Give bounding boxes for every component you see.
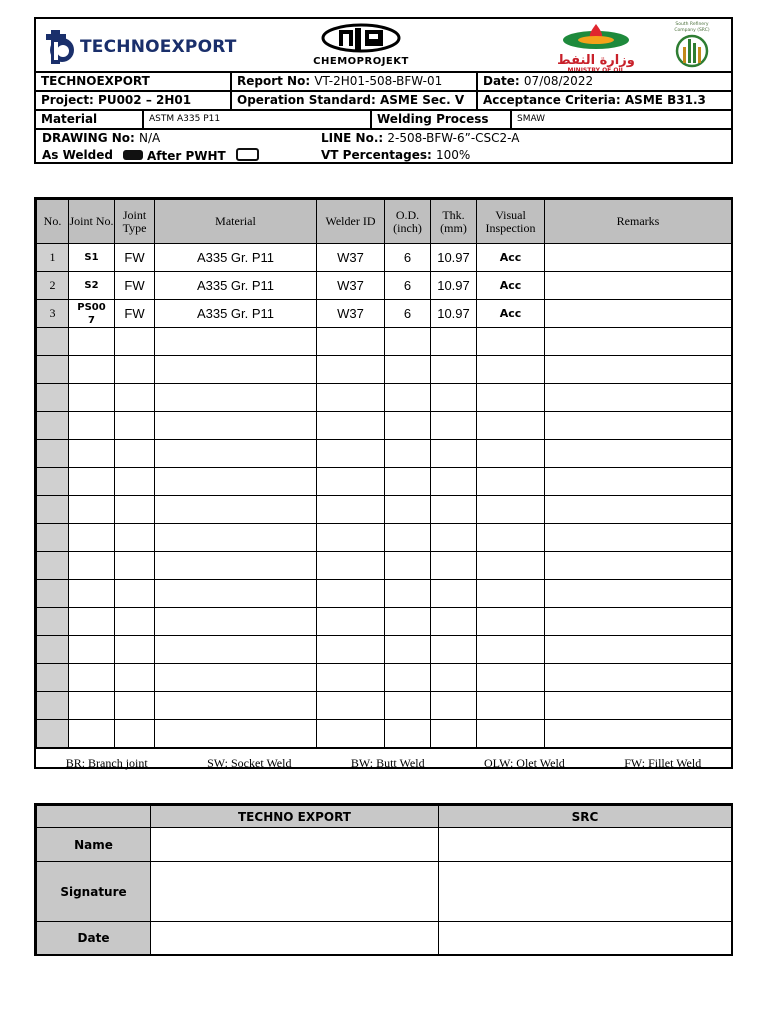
row-no[interactable] (37, 692, 69, 720)
thk-cell[interactable] (431, 440, 477, 468)
remarks-cell[interactable] (545, 608, 732, 636)
thk-cell[interactable] (431, 328, 477, 356)
vt-percentage-field (321, 148, 470, 162)
row-no[interactable] (37, 468, 69, 496)
src-name-cell[interactable] (439, 828, 732, 862)
thk-cell: 10.97 (431, 300, 477, 328)
empty-table-row (37, 664, 732, 692)
empty-table-row (37, 692, 732, 720)
table-body (37, 244, 732, 748)
vt-label: VT Percentages: (321, 148, 432, 162)
legend-butt-weld: BW: Butt Weld (350, 756, 425, 770)
material-cell[interactable] (155, 384, 317, 412)
material-cell[interactable] (155, 692, 317, 720)
joint-type-legend (36, 748, 731, 777)
drawing-value: N/A (139, 131, 161, 145)
legend-branch-joint: BR: Branch joint (65, 756, 148, 770)
signature-block (34, 803, 733, 956)
signature-row-signature (37, 862, 732, 922)
src-logo-text-2: Company (SRC) (674, 28, 710, 33)
date-row-label: Date (37, 922, 151, 955)
material-cell[interactable] (155, 468, 317, 496)
welder-id-cell[interactable] (317, 580, 385, 608)
after-pwht-option[interactable] (147, 148, 259, 163)
material-cell: A335 Gr. P11 (155, 244, 317, 272)
welder-id-cell[interactable] (317, 664, 385, 692)
welder-id-cell[interactable] (317, 496, 385, 524)
od-cell[interactable] (385, 552, 431, 580)
material-cell[interactable] (155, 412, 317, 440)
ministry-arabic-text: وزارة النفط (557, 53, 635, 68)
material-cell[interactable] (155, 636, 317, 664)
od-cell[interactable] (385, 580, 431, 608)
visual-inspection-cell[interactable] (477, 664, 545, 692)
od-cell[interactable] (385, 608, 431, 636)
as-welded-checkbox[interactable] (123, 150, 143, 160)
remarks-cell[interactable] (545, 384, 732, 412)
line-no-field (321, 131, 519, 145)
joint-no-cell[interactable] (69, 496, 115, 524)
joint-no-cell[interactable] (69, 636, 115, 664)
od-cell: 6 (385, 272, 431, 300)
src-logo (656, 22, 728, 72)
empty-table-row (37, 328, 732, 356)
od-cell[interactable] (385, 328, 431, 356)
joint-no-cell[interactable] (69, 328, 115, 356)
row-no[interactable] (37, 524, 69, 552)
col-header-visual-inspection: Visual Inspection (477, 200, 545, 244)
joint-type-cell[interactable] (115, 664, 155, 692)
vt-value: 100% (436, 148, 471, 162)
signature-table (36, 805, 732, 955)
visual-inspection-cell[interactable] (477, 720, 545, 748)
od-cell: 6 (385, 244, 431, 272)
material-cell[interactable] (155, 720, 317, 748)
joint-type-cell: FW (115, 300, 155, 328)
joint-type-cell[interactable] (115, 636, 155, 664)
row-no[interactable] (37, 412, 69, 440)
visual-inspection-cell[interactable] (477, 636, 545, 664)
joint-type-cell[interactable] (115, 384, 155, 412)
empty-table-row (37, 608, 732, 636)
report-no-field (232, 73, 478, 90)
joint-type-cell[interactable] (115, 328, 155, 356)
od-cell[interactable] (385, 440, 431, 468)
thk-cell[interactable] (431, 692, 477, 720)
material-value: ASTM A335 P11 (144, 111, 372, 128)
visual-inspection-cell[interactable] (477, 328, 545, 356)
joint-type-cell[interactable] (115, 608, 155, 636)
technoexport-mark-icon (46, 28, 76, 66)
material-cell: A335 Gr. P11 (155, 300, 317, 328)
empty-table-row (37, 384, 732, 412)
remarks-cell[interactable] (545, 720, 732, 748)
row-no: 3 (37, 300, 69, 328)
row-no[interactable] (37, 552, 69, 580)
material-cell: A335 Gr. P11 (155, 272, 317, 300)
joint-type-cell[interactable] (115, 412, 155, 440)
od-cell[interactable] (385, 356, 431, 384)
visual-inspection-cell: Acc (477, 244, 545, 272)
material-cell[interactable] (155, 664, 317, 692)
material-cell[interactable] (155, 580, 317, 608)
inspection-table-frame (34, 197, 733, 769)
remarks-cell[interactable] (545, 328, 732, 356)
row-no: 1 (37, 244, 69, 272)
material-cell[interactable] (155, 328, 317, 356)
thk-cell: 10.97 (431, 272, 477, 300)
visual-inspection-cell[interactable] (477, 384, 545, 412)
remarks-cell[interactable] (545, 356, 732, 384)
joint-type-cell: FW (115, 272, 155, 300)
welder-id-cell[interactable] (317, 328, 385, 356)
chemoprojekt-logo-text: CHEMOPROJEKT (313, 56, 409, 67)
joint-type-cell[interactable] (115, 356, 155, 384)
after-pwht-label: After PWHT (147, 149, 226, 163)
technoexport-date-cell[interactable] (151, 922, 439, 955)
name-row-label: Name (37, 828, 151, 862)
remarks-cell[interactable] (545, 440, 732, 468)
od-cell[interactable] (385, 412, 431, 440)
remarks-cell[interactable] (545, 272, 732, 300)
welder-id-cell[interactable] (317, 356, 385, 384)
row-no[interactable] (37, 608, 69, 636)
joint-no-cell[interactable] (69, 608, 115, 636)
project-value: PU002 – 2H01 (98, 93, 192, 107)
acceptance-label: Acceptance Criteria: (483, 93, 621, 107)
visual-inspection-cell[interactable] (477, 412, 545, 440)
joint-type-cell[interactable] (115, 552, 155, 580)
od-cell[interactable] (385, 636, 431, 664)
col-header-welder-id: Welder ID (317, 200, 385, 244)
joint-no-cell[interactable] (69, 384, 115, 412)
material-cell[interactable] (155, 356, 317, 384)
table-row (37, 300, 732, 328)
report-header (34, 17, 733, 164)
visual-inspection-cell[interactable] (477, 524, 545, 552)
od-cell[interactable] (385, 692, 431, 720)
technoexport-logo (46, 27, 237, 67)
col-header-remarks: Remarks (545, 200, 732, 244)
od-cell[interactable] (385, 496, 431, 524)
remarks-cell[interactable] (545, 468, 732, 496)
joint-type-cell[interactable] (115, 692, 155, 720)
table-row (37, 272, 732, 300)
report-no-label: Report No: (237, 74, 311, 88)
visual-inspection-cell: Acc (477, 272, 545, 300)
report-no-value: VT-2H01-508-BFW-01 (314, 74, 443, 88)
welder-id-cell[interactable] (317, 608, 385, 636)
joint-no-cell[interactable] (69, 524, 115, 552)
thk-cell[interactable] (431, 412, 477, 440)
src-emblem-icon (662, 34, 722, 68)
welder-id-cell[interactable] (317, 384, 385, 412)
as-welded-label: As Welded (42, 148, 113, 162)
ministry-english-text: MINISTRY OF OIL (567, 67, 625, 74)
signature-row-label: Signature (37, 862, 151, 922)
empty-table-row (37, 356, 732, 384)
visual-inspection-cell[interactable] (477, 440, 545, 468)
joint-no-cell[interactable] (69, 720, 115, 748)
col-header-no: No. (37, 200, 69, 244)
welder-id-cell[interactable] (317, 720, 385, 748)
after-pwht-checkbox[interactable] (236, 148, 259, 161)
visual-inspection-cell[interactable] (477, 692, 545, 720)
line-value: 2-508-BFW-6”-CSC2-A (387, 131, 520, 145)
joint-no-cell[interactable] (69, 440, 115, 468)
empty-table-row (37, 636, 732, 664)
joint-type-cell[interactable] (115, 580, 155, 608)
welder-id-cell: W37 (317, 272, 385, 300)
material-cell[interactable] (155, 496, 317, 524)
ministry-emblem-icon (561, 22, 631, 50)
joint-no-cell[interactable] (69, 664, 115, 692)
header-row-3 (36, 109, 731, 128)
logo-row (36, 19, 731, 72)
thk-cell: 10.97 (431, 244, 477, 272)
welder-id-cell[interactable] (317, 468, 385, 496)
joint-type-cell[interactable] (115, 720, 155, 748)
welding-process-label: Welding Process (372, 111, 512, 128)
row-no[interactable] (37, 580, 69, 608)
empty-table-row (37, 468, 732, 496)
signature-corner-cell (37, 806, 151, 828)
visual-inspection-cell[interactable] (477, 496, 545, 524)
remarks-cell[interactable] (545, 580, 732, 608)
as-welded-option[interactable] (42, 148, 143, 162)
row-no: 2 (37, 272, 69, 300)
empty-table-row (37, 496, 732, 524)
legend-socket-weld: SW: Socket Weld (207, 756, 292, 770)
remarks-cell[interactable] (545, 524, 732, 552)
joint-no-cell[interactable] (69, 692, 115, 720)
row-no[interactable] (37, 384, 69, 412)
header-row-1 (36, 71, 731, 90)
chemoprojekt-mark-icon (321, 23, 401, 53)
operation-standard-value: ASME Sec. V (379, 93, 465, 107)
welder-id-cell[interactable] (317, 552, 385, 580)
empty-table-row (37, 412, 732, 440)
remarks-cell[interactable] (545, 496, 732, 524)
project-label: Project: (41, 93, 94, 107)
visual-inspection-cell[interactable] (477, 580, 545, 608)
row-no[interactable] (37, 664, 69, 692)
technoexport-signature-cell[interactable] (151, 862, 439, 922)
header-row-2 (36, 90, 731, 109)
table-header-row (37, 200, 732, 244)
src-date-cell[interactable] (439, 922, 732, 955)
thk-cell[interactable] (431, 720, 477, 748)
signature-header-row (37, 806, 732, 828)
line-label: LINE No.: (321, 131, 384, 145)
col-header-material: Material (155, 200, 317, 244)
operation-standard-field (232, 92, 478, 109)
thk-cell[interactable] (431, 608, 477, 636)
header-fields (36, 71, 731, 168)
empty-table-row (37, 440, 732, 468)
od-cell[interactable] (385, 720, 431, 748)
inspection-table (36, 199, 732, 748)
joint-type-cell[interactable] (115, 468, 155, 496)
signature-col-src: SRC (439, 806, 732, 828)
date-value: 07/08/2022 (523, 74, 594, 88)
remarks-cell[interactable] (545, 664, 732, 692)
welder-id-cell: W37 (317, 244, 385, 272)
welder-id-cell[interactable] (317, 692, 385, 720)
row-no[interactable] (37, 720, 69, 748)
src-logo-text-1: South Refinery (675, 22, 709, 27)
thk-cell[interactable] (431, 664, 477, 692)
material-cell[interactable] (155, 440, 317, 468)
thk-cell[interactable] (431, 496, 477, 524)
od-cell[interactable] (385, 468, 431, 496)
thk-cell[interactable] (431, 524, 477, 552)
col-header-od: O.D. (inch) (385, 200, 431, 244)
legend-olet-weld: OLW: Olet Weld (483, 756, 565, 770)
table-row (37, 244, 732, 272)
remarks-cell[interactable] (545, 692, 732, 720)
od-cell[interactable] (385, 524, 431, 552)
row-no[interactable] (37, 636, 69, 664)
joint-no-cell[interactable] (69, 580, 115, 608)
col-header-thk: Thk. (mm) (431, 200, 477, 244)
chemoprojekt-logo (301, 23, 421, 69)
company-name: TECHNOEXPORT (36, 73, 232, 90)
thk-cell[interactable] (431, 552, 477, 580)
date-field (478, 73, 731, 90)
row-no[interactable] (37, 496, 69, 524)
welder-id-cell[interactable] (317, 524, 385, 552)
welder-id-cell[interactable] (317, 636, 385, 664)
empty-table-row (37, 552, 732, 580)
signature-row-date (37, 922, 732, 955)
welder-id-cell[interactable] (317, 440, 385, 468)
technoexport-logo-text: TECHNOEXPORT (80, 37, 237, 57)
joint-no-cell[interactable] (69, 552, 115, 580)
drawing-no-field (42, 131, 160, 145)
src-signature-cell[interactable] (439, 862, 732, 922)
material-cell[interactable] (155, 608, 317, 636)
remarks-cell[interactable] (545, 636, 732, 664)
drawing-info (36, 128, 731, 168)
row-no[interactable] (37, 356, 69, 384)
visual-inspection-cell[interactable] (477, 552, 545, 580)
thk-cell[interactable] (431, 636, 477, 664)
joint-no-cell[interactable] (69, 356, 115, 384)
remarks-cell[interactable] (545, 244, 732, 272)
joint-type-cell[interactable] (115, 496, 155, 524)
visual-inspection-cell[interactable] (477, 608, 545, 636)
empty-table-row (37, 580, 732, 608)
joint-type-cell[interactable] (115, 440, 155, 468)
od-cell[interactable] (385, 664, 431, 692)
signature-row-name (37, 828, 732, 862)
thk-cell[interactable] (431, 468, 477, 496)
od-cell: 6 (385, 300, 431, 328)
joint-no-cell: S2 (69, 272, 115, 300)
material-cell[interactable] (155, 524, 317, 552)
technoexport-name-cell[interactable] (151, 828, 439, 862)
material-label: Material (36, 111, 144, 128)
empty-table-row (37, 524, 732, 552)
acceptance-criteria-field (478, 92, 731, 109)
visual-inspection-cell[interactable] (477, 468, 545, 496)
empty-table-row (37, 720, 732, 748)
remarks-cell[interactable] (545, 412, 732, 440)
od-cell[interactable] (385, 384, 431, 412)
acceptance-value: ASME B31.3 (624, 93, 706, 107)
joint-no-cell[interactable] (69, 468, 115, 496)
joint-no-cell[interactable] (69, 412, 115, 440)
joint-no-cell: S1 (69, 244, 115, 272)
thk-cell[interactable] (431, 580, 477, 608)
row-no[interactable] (37, 328, 69, 356)
col-header-joint-no: Joint No. (69, 200, 115, 244)
operation-standard-label: Operation Standard: (237, 93, 376, 107)
joint-no-cell: PS007 (69, 300, 115, 328)
legend-fillet-weld: FW: Fillet Weld (624, 756, 702, 770)
joint-type-cell: FW (115, 244, 155, 272)
date-label: Date: (483, 74, 520, 88)
remarks-cell[interactable] (545, 300, 732, 328)
material-cell[interactable] (155, 552, 317, 580)
signature-col-technoexport: TECHNO EXPORT (151, 806, 439, 828)
drawing-label: DRAWING No: (42, 131, 135, 145)
visual-inspection-cell: Acc (477, 300, 545, 328)
row-no[interactable] (37, 440, 69, 468)
ministry-of-oil-logo (556, 22, 636, 72)
remarks-cell[interactable] (545, 552, 732, 580)
project-field (36, 92, 232, 109)
welding-process-value: SMAW (517, 114, 546, 124)
visual-inspection-cell[interactable] (477, 356, 545, 384)
thk-cell[interactable] (431, 384, 477, 412)
welder-id-cell[interactable] (317, 412, 385, 440)
thk-cell[interactable] (431, 356, 477, 384)
col-header-joint-type: Joint Type (115, 200, 155, 244)
welder-id-cell: W37 (317, 300, 385, 328)
joint-type-cell[interactable] (115, 524, 155, 552)
